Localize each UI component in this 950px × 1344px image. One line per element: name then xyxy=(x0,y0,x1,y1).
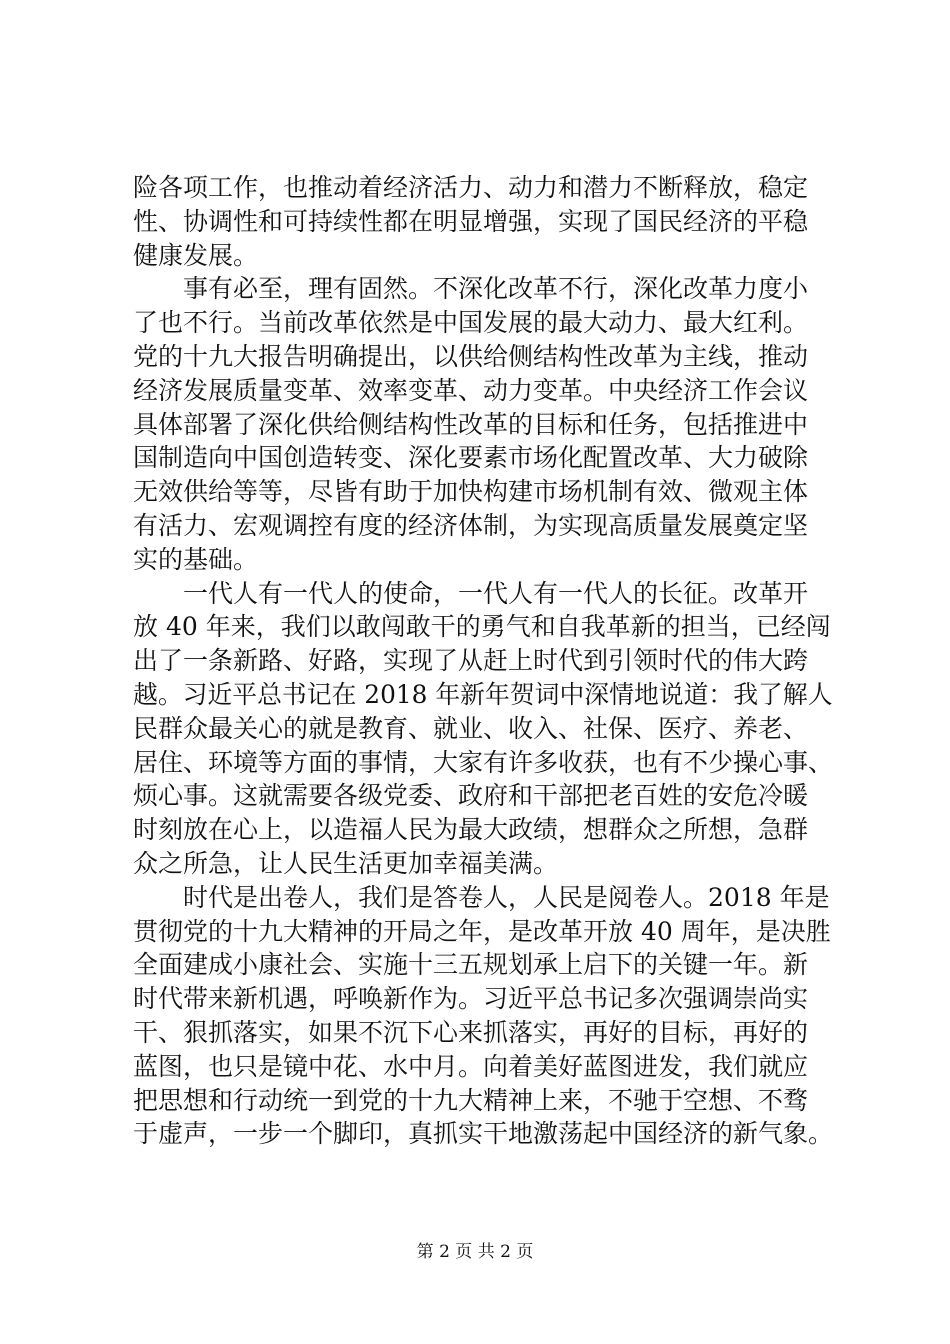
text-line: 居住、环境等方面的事情，大家有许多收获，也有不少操心事、 xyxy=(133,747,834,777)
text-line: 国制造向中国创造转变、深化要素市场化配置改革、大力破除 xyxy=(133,443,809,473)
text-line: 事有必至，理有固然。不深化改革不行，深化改革力度小 xyxy=(133,274,809,304)
text-line: 干、狠抓落实，如果不沉下心来抓落实，再好的目标，再好的 xyxy=(133,1017,809,1047)
text-line: 贯彻党的十九大精神的开局之年，是改革开放 40 周年，是决胜 xyxy=(133,916,831,946)
text-line: 时代是出卷人，我们是答卷人，人民是阅卷人。2018 年是 xyxy=(133,882,830,912)
text-line: 蓝图，也只是镜中花、水中月。向着美好蓝图进发，我们就应 xyxy=(133,1051,809,1081)
text-line: 于虚声，一步一个脚印，真抓实干地激荡起中国经济的新气象。 xyxy=(133,1119,834,1149)
text-line: 众之所急，让人民生活更加幸福美满。 xyxy=(133,848,559,878)
text-line: 经济发展质量变革、效率变革、动力变革。中央经济工作会议 xyxy=(133,375,809,405)
text-line: 有活力、宏观调控有度的经济体制，为实现高质量发展奠定坚 xyxy=(133,510,809,540)
text-line: 民群众最关心的就是教育、就业、收入、社保、医疗、养老、 xyxy=(133,713,809,743)
text-line: 健康发展。 xyxy=(133,240,259,270)
text-line: 把思想和行动统一到党的十九大精神上来，不驰于空想、不骛 xyxy=(133,1085,809,1115)
text-line: 无效供给等等，尽皆有助于加快构建市场机制有效、微观主体 xyxy=(133,477,809,507)
text-line: 党的十九大报告明确提出，以供给侧结构性改革为主线，推动 xyxy=(133,341,809,371)
text-line: 放 40 年来，我们以敢闯敢干的勇气和自我革新的担当，已经闯 xyxy=(133,612,831,642)
text-line: 时刻放在心上，以造福人民为最大政绩，想群众之所想，急群 xyxy=(133,815,809,845)
text-line: 全面建成小康社会、实施十三五规划承上启下的关键一年。新 xyxy=(133,950,809,980)
text-line: 实的基础。 xyxy=(133,544,259,574)
page-footer: 第 2 页 共 2 页 xyxy=(416,1242,534,1262)
body-text xyxy=(133,171,833,1151)
text-line: 一代人有一代人的使命，一代人有一代人的长征。改革开 xyxy=(133,578,809,608)
text-line: 了也不行。当前改革依然是中国发展的最大动力、最大红利。 xyxy=(133,308,809,338)
text-line: 性、协调性和可持续性都在明显增强，实现了国民经济的平稳 xyxy=(133,206,809,236)
text-line: 出了一条新路、好路，实现了从赶上时代到引领时代的伟大跨 xyxy=(133,646,809,676)
text-line: 越。习近平总书记在 2018 年新年贺词中深情地说道：我了解人 xyxy=(133,679,833,709)
text-line: 时代带来新机遇，呼唤新作为。习近平总书记多次强调崇尚实 xyxy=(133,984,809,1014)
text-line: 险各项工作，也推动着经济活力、动力和潜力不断释放，稳定 xyxy=(133,173,809,202)
text-line: 烦心事。这就需要各级党委、政府和干部把老百姓的安危冷暖 xyxy=(133,781,809,811)
text-line: 具体部署了深化供给侧结构性改革的目标和任务，包括推进中 xyxy=(133,409,809,439)
